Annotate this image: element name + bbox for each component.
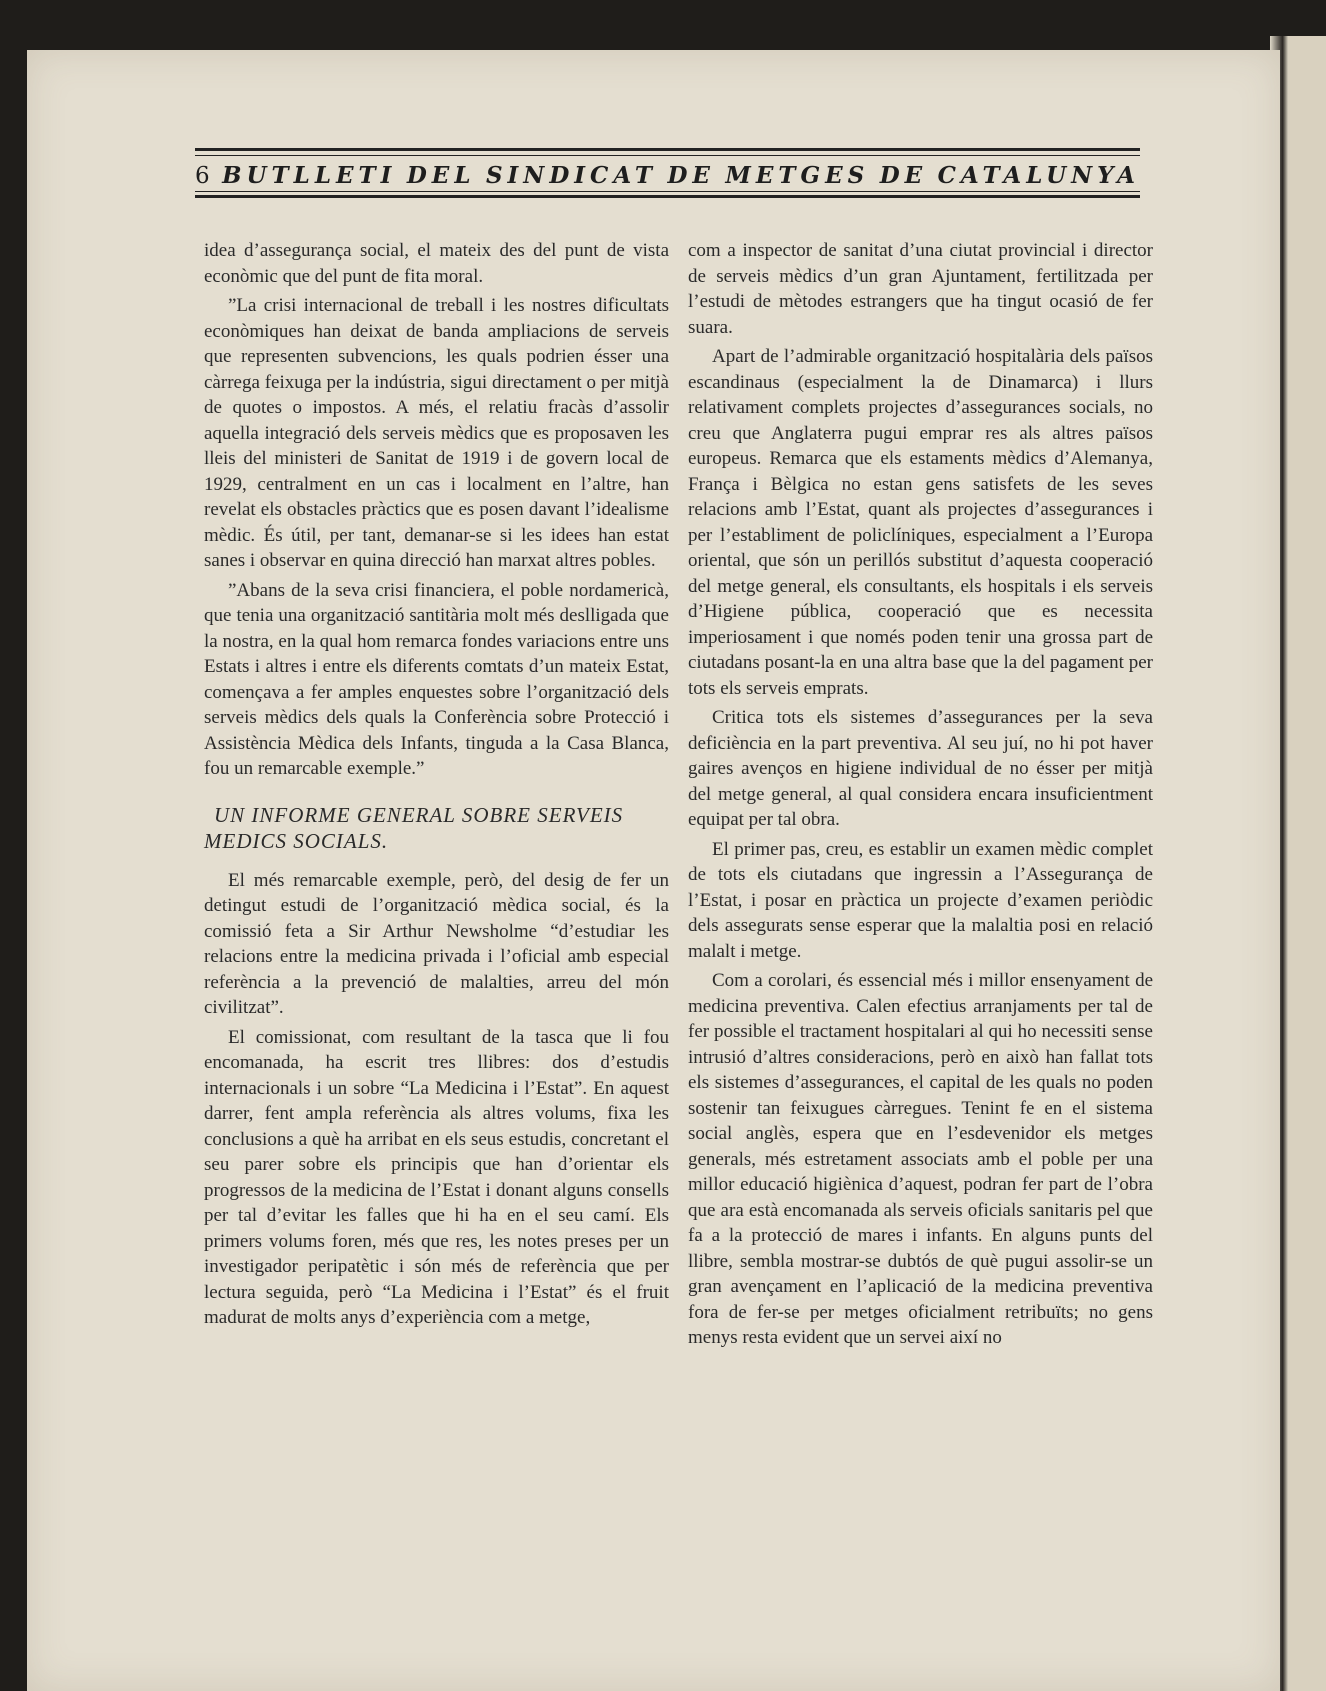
right-column [688, 238, 1153, 1355]
header-word: DE [879, 162, 928, 189]
header-word: SINDICAT [485, 162, 658, 189]
paragraph: El primer pas, creu, es establir un examen mèdic complet de tots els ciutadans que ingressin a l’Assegurança de l’Estat, i posar en pràctica un projecte d’examen periòdic dels assegurats sense esperar que la malaltia posi en relació malalt i metge. [688, 838, 1153, 962]
header-rule-top-thin [195, 155, 1140, 156]
paragraph: idea d’assegurança social, el mateix des del punt de vista econòmic que del punt de fita moral. [204, 240, 669, 287]
paragraph: Com a corolari, és essencial més i millor ensenyament de medicina preventiva. Calen efectius arranjaments per tal de fer possible el tractament hospitalari al qui ho necessiti sense intrusió d’altres consideracions, però en això han fallat tots els sistemes d’assegurances, el capital de les quals no poden sostenir tan feixugues càrregues. Tenint fe en el sistema social anglès, espera que en l’esdevenidor els metges generals, més estretament associats amb el poble per una millor educació higiènica d’aquest, podran fer part de l’obra que ara està encomanada als serveis oficials sanitaris pel que fa a la protecció de mares i infants. En alguns punts del llibre, sembla mostrar-se dubtós de què pugui assolir-se un gran avençament en l’aplicació de la medicina preventiva fora de fer-se per metges oficialment retribuïts; no gens menys resta evident que un servei així no [688, 970, 1153, 1348]
paragraph: El comissionat, com resultant de la tasca que li fou encomanada, ha escrit tres llibres: dos d’estudis internacionals i un sobre “La Medicina i l’Estat”. En aquest darrer, fent ampla referència als altres volums, fixa les conclusions a què ha arribat en els seus estudis, concretant el seu parer sobre els principis que han d’orientar els progressos de la medicina de l’Estat i donant alguns consells per tal d’evitar les falles que hi ha en el seu camí. Els primers volums foren, més que res, les notes preses per un investigador peripatètic i són més de referència que per lectura seguida, però “La Medicina i l’Estat” és el fruit madurat de molts anys d’experiència com a metge, [204, 1026, 669, 1328]
paragraph: Apart de l’admirable organització hospitalària dels països escandinaus (especialment la de Dinamarca) i llurs relativament complets projectes d’assegurances socials, no creu que Anglaterra pugui emprar res als altres països europeus. Remarca que els estaments mèdics d’Alemanya, França i Bèlgica no estan gens satisfets de les seves relacions amb l’Estat, quant als projectes d’assegurances i per l’establiment de policlíniques, especialment a l’Europa oriental, que són un perillós substitut d’aquesta cooperació del metge general, els consultants, els hospitals i els serveis d’Higiene pública, cooperació que es necessita imperiosament i que només poden tenir una grossa part de ciutadans posant-la en una altra base que la del pagament per tots els serveis emprats. [688, 346, 1153, 699]
header-rule-top-thick [195, 148, 1140, 151]
header-word: BUTLLETI [222, 162, 397, 189]
paragraph: Critica tots els sistemes d’assegurances per la seva deficiència en la part preventiva. Al seu juí, no hi pot haver gaires avenços en higiene individual de no ésser per mitjà del metge general, al qual considera encara insuficientment equipat per tal obra. [688, 707, 1153, 830]
header-word: DE [667, 162, 715, 189]
paragraph: El més remarcable exemple, però, del desig de fer un detingut estudi de l’organització mèdica social, és la comissió feta a Sir Arthur Newsholme “d’estudiar les relacions entre la medicina privada i l’oficial amb especial referència a la prevenció de malalties, arreu del món civilitzat”. [204, 869, 669, 1018]
header-word: CATALUNYA [937, 162, 1140, 189]
header-rule-bottom-thick [195, 195, 1140, 198]
left-column [204, 238, 669, 1335]
header-title [195, 162, 1140, 188]
header-word: DEL [406, 162, 476, 189]
running-header [195, 148, 1140, 196]
paragraph: ”La crisi internacional de treball i les nostres dificultats econòmiques han deixat de banda ampliacions de serveis que representen subvencions, les quals podrien ésser una càrrega feixuga per la indústria, sigui directament o per mitjà de quotes o impostos. A més, el relatiu fracàs d’assolir aquella integració dels serveis mèdics que es proposaven les lleis del ministeri de Sanitat de 1919 i de govern local de 1929, centralment en un cas i localment en l’altre, han revelat els obstacles pràctics que es posen davant l’idealisme mèdic. És útil, per tant, demanar-se si les idees han estat sanes i observar en quina direcció han marxat altres pobles. [204, 295, 669, 571]
header-rule-bottom-thin [195, 191, 1140, 192]
page-number: 6 [195, 163, 210, 189]
paragraph: ”Abans de la seva crisi financiera, el poble nordamericà, que tenia una organització santitària molt més deslligada que la nostra, en la qual hom remarca fondes variacions entre uns Estats i altres i entre els diferents comtats d’un mateix Estat, començava a fer amples enquestes sobre l’organització dels serveis mèdics dels quals la Conferència sobre Protecció i Assistència Mèdica dels Infants, tinguda a la Casa Blanca, fou un remarcable exemple.” [204, 579, 669, 779]
header-word: METGES [725, 162, 870, 189]
paragraph: com a inspector de sanitat d’una ciutat provincial i director de serveis mèdics d’un gran Ajuntament, fertilitzada per l’estudi de mètodes estrangers que ha tingut ocasió de fer suara. [688, 240, 1153, 338]
section-subheading: UN INFORME GENERAL SOBRE SERVEIS MEDICS SOCIALS. [204, 802, 624, 853]
